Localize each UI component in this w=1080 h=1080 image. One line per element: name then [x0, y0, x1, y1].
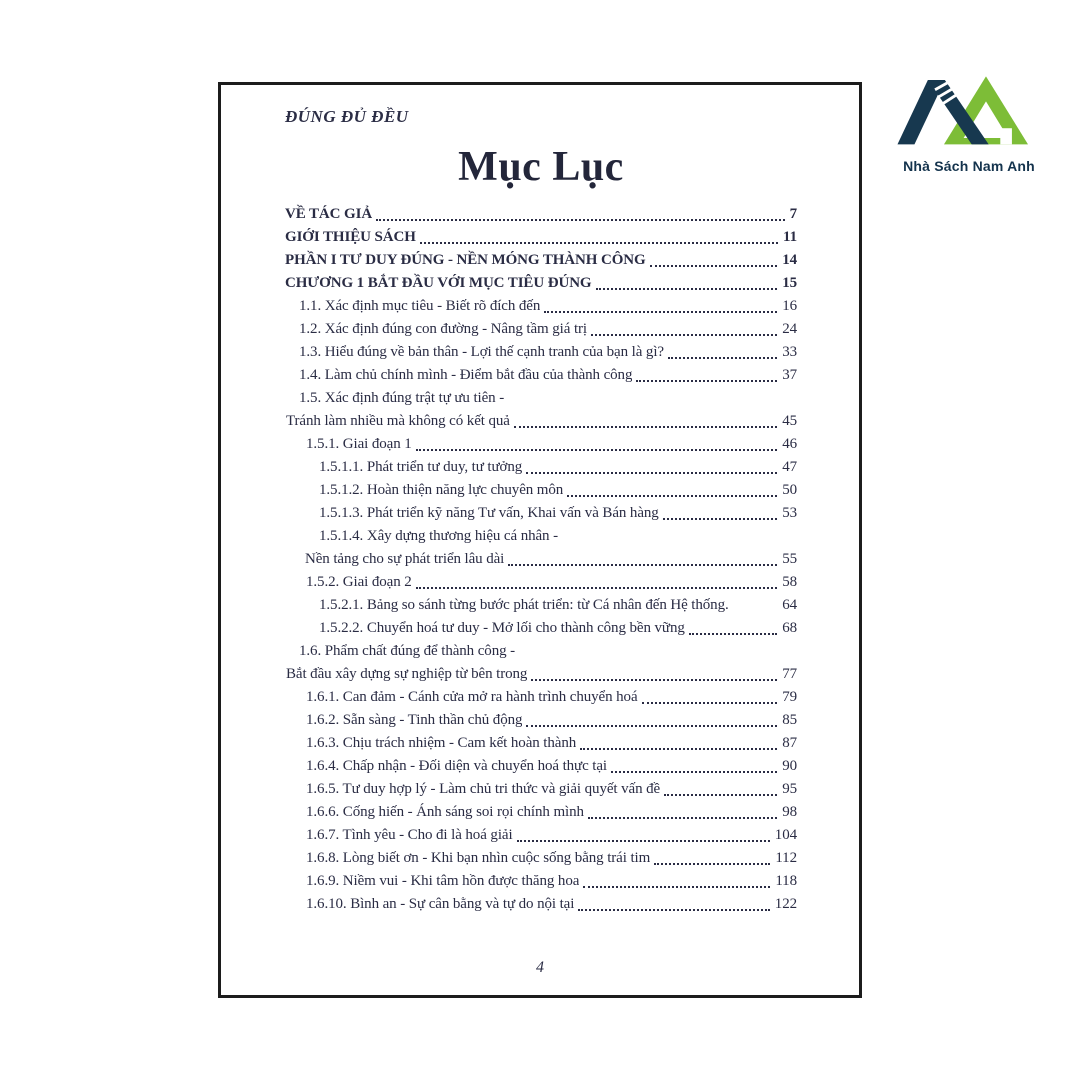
- toc-entry-page: 104: [774, 827, 797, 843]
- toc-entry-page: 50: [782, 482, 797, 498]
- toc-entry-page: 11: [783, 229, 797, 245]
- toc-entry-text: 1.6.7. Tình yêu - Cho đi là hoá giải: [306, 827, 513, 843]
- toc-entry: [285, 226, 797, 249]
- toc-entry: [285, 249, 797, 272]
- toc-entry: [285, 203, 797, 226]
- page-number: 4: [536, 959, 544, 976]
- dot-leader: [544, 311, 777, 313]
- running-head: ĐÚNG ĐỦ ĐỀU: [285, 107, 409, 126]
- toc-entry: [285, 824, 797, 847]
- book-page: [218, 82, 862, 998]
- toc-entry: [285, 479, 797, 502]
- toc-entry-page: 14: [782, 252, 797, 268]
- toc-entry-text: 1.5.1.3. Phát triển kỹ năng Tư vấn, Khai vấn và Bán hàng: [319, 505, 659, 521]
- toc-entry-text: 1.5.1.2. Hoàn thiện năng lực chuyên môn: [319, 482, 564, 498]
- toc-entry-page: 45: [782, 413, 797, 429]
- toc-entry: [285, 778, 797, 801]
- toc-entry-text: 1.5.2.1. Bảng so sánh từng bước phát triển: từ Cá nhân đến Hệ thống.: [319, 597, 729, 613]
- dot-leader: [416, 587, 778, 589]
- toc-entry: [285, 272, 797, 295]
- toc-entry-text: 1.5.1. Giai đoạn 1: [306, 436, 412, 452]
- toc-entry-page: 37: [782, 367, 797, 383]
- toc-entry-text: 1.6.10. Bình an - Sự cân bằng và tự do nội tại: [306, 896, 575, 912]
- toc-entry-page: 7: [789, 206, 797, 222]
- toc-entry-page: 46: [782, 436, 797, 452]
- toc-entry-text: 1.6.8. Lòng biết ơn - Khi bạn nhìn cuộc sống bằng trái tim: [306, 850, 651, 866]
- toc-entry-text: 1.6.4. Chấp nhận - Đối diện và chuyển hoá thực tại: [306, 758, 607, 774]
- toc-entry-text: 1.6.5. Tư duy hợp lý - Làm chủ tri thức và giải quyết vấn đề: [306, 781, 661, 797]
- dot-leader: [611, 771, 777, 773]
- toc-entry-page: 95: [782, 781, 797, 797]
- toc-entry: [285, 755, 797, 778]
- toc-entry: [285, 548, 797, 571]
- toc-entry: [285, 525, 797, 548]
- toc-entry-text: CHƯƠNG 1 BẮT ĐẦU VỚI MỤC TIÊU ĐÚNG: [285, 275, 592, 291]
- toc-entry: [285, 387, 797, 410]
- toc-entry-text: 1.6. Phẩm chất đúng để thành công -: [299, 643, 516, 659]
- toc-entry: [285, 433, 797, 456]
- toc-entry-text: Nền tảng cho sự phát triển lâu dài: [305, 551, 505, 567]
- toc-entry-text: 1.5. Xác định đúng trật tự ưu tiên -: [299, 390, 505, 406]
- dot-leader: [526, 725, 777, 727]
- toc-entry-page: 58: [782, 574, 797, 590]
- nam-anh-mountain-icon: [890, 62, 1048, 156]
- toc-entry-page: 64: [782, 597, 797, 613]
- dot-leader: [668, 357, 777, 359]
- dot-leader: [376, 219, 785, 221]
- toc-entry: [285, 571, 797, 594]
- dot-leader: [416, 449, 778, 451]
- dot-leader: [526, 472, 777, 474]
- dot-leader: [567, 495, 777, 497]
- dot-leader: [636, 380, 777, 382]
- dot-leader: [420, 242, 778, 244]
- dot-leader: [583, 886, 770, 888]
- toc-entry-text: GIỚI THIỆU SÁCH: [285, 229, 416, 245]
- page-title: Mục Lục: [458, 144, 624, 190]
- toc-entry-text: 1.6.6. Cống hiến - Ánh sáng soi rọi chính mình: [306, 804, 584, 820]
- toc-entry-text: 1.5.1.4. Xây dựng thương hiệu cá nhân -: [319, 528, 558, 544]
- toc-entry-text: Bắt đầu xây dựng sự nghiệp từ bên trong: [286, 666, 528, 682]
- toc-entry-page: 15: [782, 275, 797, 291]
- dot-leader: [689, 633, 777, 635]
- toc-entry-text: 1.6.3. Chịu trách nhiệm - Cam kết hoàn thành: [306, 735, 577, 751]
- toc-entry-text: 1.6.9. Niềm vui - Khi tâm hồn được thăng hoa: [306, 873, 580, 889]
- dot-leader: [517, 840, 770, 842]
- dot-leader: [650, 265, 778, 267]
- toc-entry-text: 1.6.2. Sẵn sàng - Tinh thần chủ động: [306, 712, 523, 728]
- toc-entry-text: VỀ TÁC GIẢ: [285, 206, 373, 222]
- toc-entry: [285, 594, 797, 617]
- toc-entry: [285, 686, 797, 709]
- toc-entry: [285, 456, 797, 479]
- toc-entry-page: 68: [782, 620, 797, 636]
- toc-entry: [285, 341, 797, 364]
- toc-entry-text: 1.1. Xác định mục tiêu - Biết rõ đích đến: [299, 298, 541, 314]
- toc-entry-page: 87: [782, 735, 797, 751]
- dot-leader: [596, 288, 778, 290]
- dot-leader: [588, 817, 777, 819]
- toc-entry-page: 85: [782, 712, 797, 728]
- dot-leader: [591, 334, 777, 336]
- toc-entry-text: Tránh làm nhiều mà không có kết quả: [286, 413, 510, 429]
- toc-entry-text: 1.5.2.2. Chuyển hoá tư duy - Mở lối cho thành công bền vững: [319, 620, 685, 636]
- toc-entry-page: 33: [782, 344, 797, 360]
- dot-leader: [514, 426, 777, 428]
- dot-leader: [531, 679, 777, 681]
- dot-leader: [508, 564, 777, 566]
- dot-leader: [664, 794, 777, 796]
- toc-entry-text: 1.5.2. Giai đoạn 2: [306, 574, 412, 590]
- toc-entry-page: 77: [782, 666, 797, 682]
- toc-entry-page: 79: [782, 689, 797, 705]
- toc-entry-text: 1.6.1. Can đảm - Cánh cửa mở ra hành trình chuyển hoá: [306, 689, 638, 705]
- toc-entry-page: 118: [775, 873, 797, 889]
- publisher-logo: [890, 62, 1048, 174]
- toc-entry: [285, 318, 797, 341]
- toc-entry-text: PHẦN I TƯ DUY ĐÚNG - NỀN MÓNG THÀNH CÔNG: [285, 252, 646, 268]
- toc-entry: [285, 410, 797, 433]
- toc-entry-page: 112: [775, 850, 797, 866]
- toc-entry: [285, 870, 797, 893]
- toc-entry-page: 90: [782, 758, 797, 774]
- toc-entry: [285, 893, 797, 916]
- toc-entry-page: 98: [782, 804, 797, 820]
- toc-entry: [285, 709, 797, 732]
- toc-list: [285, 203, 797, 916]
- toc-entry-page: 55: [782, 551, 797, 567]
- toc-entry-page: 47: [782, 459, 797, 475]
- dot-leader: [654, 863, 770, 865]
- toc-entry: [285, 617, 797, 640]
- toc-entry-page: 24: [782, 321, 797, 337]
- toc-entry-text: 1.2. Xác định đúng con đường - Nâng tầm giá trị: [299, 321, 587, 337]
- toc-entry: [285, 364, 797, 387]
- toc-entry-text: 1.5.1.1. Phát triển tư duy, tư tưởng: [319, 459, 523, 475]
- publisher-name: Nhà Sách Nam Anh: [903, 158, 1035, 174]
- toc-entry: [285, 640, 797, 663]
- dot-leader: [578, 909, 770, 911]
- toc-entry-page: 53: [782, 505, 797, 521]
- toc-entry: [285, 502, 797, 525]
- toc-entry: [285, 295, 797, 318]
- dot-leader: [580, 748, 777, 750]
- toc-entry-page: 16: [782, 298, 797, 314]
- toc-entry: [285, 801, 797, 824]
- dot-leader: [663, 518, 778, 520]
- toc-entry-page: 122: [774, 896, 797, 912]
- toc-entry: [285, 732, 797, 755]
- toc-entry-text: 1.3. Hiểu đúng về bản thân - Lợi thế cạnh tranh của bạn là gì?: [299, 344, 664, 360]
- toc-entry-text: 1.4. Làm chủ chính mình - Điểm bắt đầu của thành công: [299, 367, 633, 383]
- toc-entry: [285, 663, 797, 686]
- dot-leader: [642, 702, 778, 704]
- toc-entry: [285, 847, 797, 870]
